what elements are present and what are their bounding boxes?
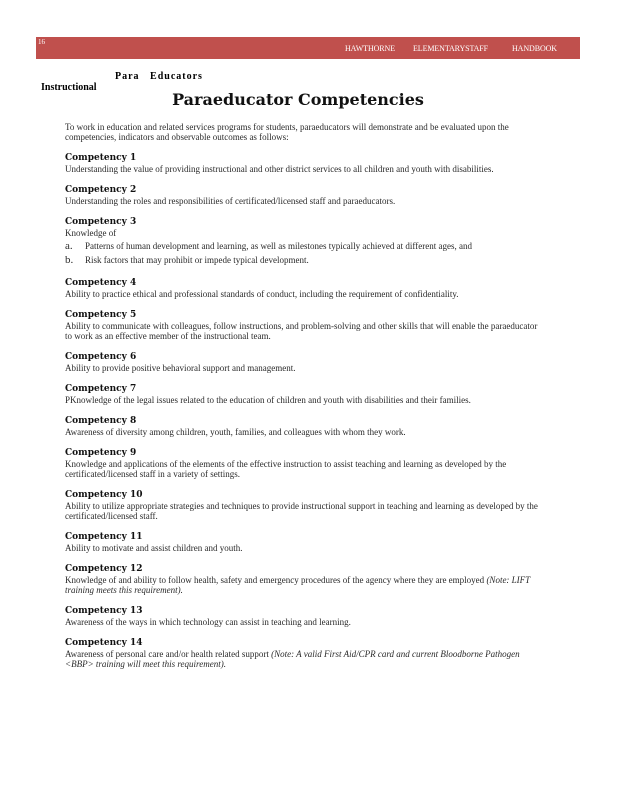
competency-title: Competency 8 [65,416,137,426]
competency-3-list [65,239,545,267]
competency-text: Ability to utilize appropriate strategies and techniques to provide instructional support in teaching and learning as developed by the certificated/licensed staff. [65,501,538,521]
competency-note: (Note: A valid First Aid/CPR card and current Bloodborne Pathogen <BBP> training will meet this requirement). [65,649,520,669]
page-title: Paraeducator Competencies [172,90,424,109]
competency-12 [65,564,545,595]
competency-title: Competency 1 [65,153,137,163]
competency-title: Competency 11 [65,532,143,542]
competency-text: Ability to provide positive behavioral support and management. [65,363,296,373]
competency-title: Competency 2 [65,185,137,195]
competency-text: Knowledge of [65,228,117,238]
competency-13 [65,606,545,627]
header-item-staff: ELEMENTARYSTAFF [413,44,489,53]
list-item-text: Risk factors that may prohibit or impede typical development. [85,255,309,265]
competency-title: Competency 10 [65,490,143,500]
competency-text: Awareness of the ways in which technology can assist in teaching and learning. [65,617,351,627]
competency-text-wrap [65,649,545,669]
competency-text: Awareness of diversity among children, youth, families, and colleagues with whom they work. [65,427,406,437]
competency-text: Ability to communicate with colleagues, follow instructions, and problem-solving and other skills that will enable the paraeducator to work as an effective member of the instructional team. [65,321,538,341]
competency-14 [65,638,545,669]
competency-text: Ability to practice ethical and professional standards of conduct, including the requirement of confidentiality. [65,289,459,299]
page-number: 16 [38,38,45,46]
competency-1 [65,153,545,174]
section-label-instructional: Instructional [41,82,97,93]
header-bar [36,37,580,59]
competency-title: Competency 9 [65,448,137,458]
list-item [65,239,545,253]
competency-10 [65,490,545,521]
list-item-text: Patterns of human development and learning, as well as milestones typically achieved at different ages, and [85,241,472,251]
competency-text: Knowledge of and ability to follow health, safety and emergency procedures of the agency where they are employed [65,575,485,585]
competency-5 [65,310,545,341]
list-item [65,253,545,267]
competency-text: Awareness of personal care and/or health related support [65,649,269,659]
header-item-handbook: HANDBOOK [512,44,557,53]
competency-title: Competency 3 [65,217,137,227]
competency-8 [65,416,545,437]
competency-text: Understanding the value of providing instructional and other district services to all children and youth with disabilities. [65,164,494,174]
competency-text-wrap [65,575,545,595]
competency-3 [65,217,545,267]
competency-title: Competency 14 [65,638,143,648]
competency-title: Competency 12 [65,564,143,574]
competency-text: PKnowledge of the legal issues related to the education of children and youth with disabilities and their families. [65,395,471,405]
list-marker: b. [65,254,74,266]
intro-paragraph: To work in education and related services programs for students, paraeducators will demonstrate and be evaluated upon the competencies, indicators and observable outcomes as follows: [65,122,509,142]
competency-title: Competency 13 [65,606,143,616]
competency-text: Understanding the roles and responsibilities of certificated/licensed staff and paraeducators. [65,196,396,206]
competency-title: Competency 6 [65,352,137,362]
competency-text: Knowledge and applications of the elements of the effective instruction to assist teaching and learning as developed by the certificated/licensed staff in a variety of settings. [65,459,507,479]
competency-title: Competency 4 [65,278,137,288]
section-label-para-educators: Para Educators [115,71,203,82]
competency-7 [65,384,545,405]
document-body [65,122,545,680]
competency-title: Competency 7 [65,384,137,394]
list-marker: a. [65,240,73,252]
header-item-school: HAWTHORNE [345,44,396,53]
competency-title: Competency 5 [65,310,137,320]
competency-2 [65,185,545,206]
competency-text: Ability to motivate and assist children and youth. [65,543,243,553]
competency-4 [65,278,545,299]
competency-6 [65,352,545,373]
competency-9 [65,448,545,479]
competency-11 [65,532,545,553]
competency-note: (Note: LIFT training meets this requirement). [65,575,531,595]
